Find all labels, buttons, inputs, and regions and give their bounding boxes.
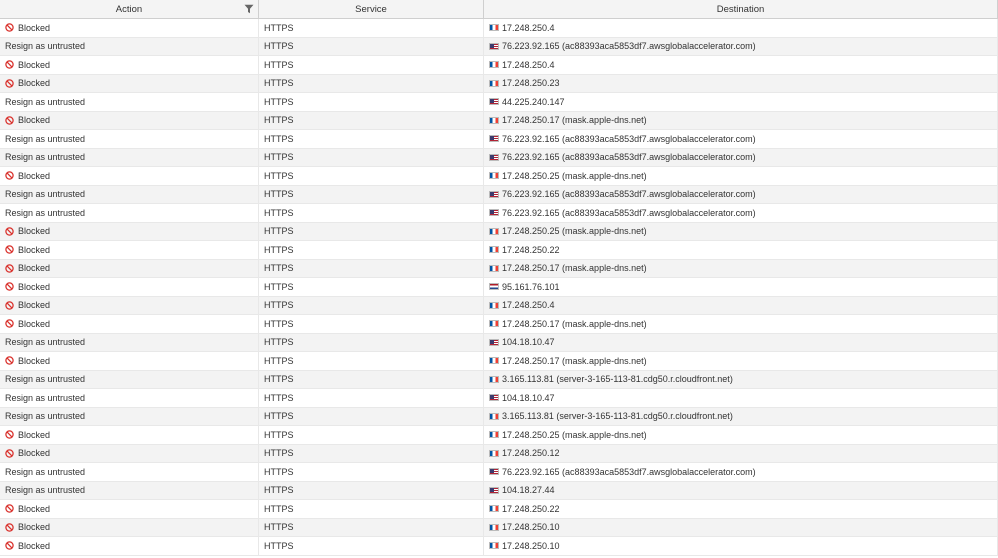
- table-row[interactable]: [0, 260, 998, 279]
- country-flag-fr-icon: [489, 246, 499, 253]
- cell-action: [0, 389, 259, 407]
- country-flag-fr-icon: [489, 302, 499, 309]
- destination-label[interactable]: 17.248.250.25 (mask.apple-dns.net): [502, 429, 647, 440]
- cell-action: [0, 315, 259, 333]
- country-flag-us-icon: [489, 339, 499, 346]
- column-header-action-label: Action: [115, 3, 143, 15]
- cell-destination: [484, 260, 998, 278]
- action-label: Blocked: [18, 522, 51, 533]
- cell-action: [0, 112, 259, 130]
- column-header-destination[interactable]: [484, 0, 998, 18]
- cell-service: [259, 112, 484, 130]
- column-header-service[interactable]: [259, 0, 484, 18]
- cell-service: [259, 75, 484, 93]
- cell-service: [259, 167, 484, 185]
- cell-destination: [484, 371, 998, 389]
- action-label: Blocked: [18, 355, 51, 366]
- cell-destination: [484, 389, 998, 407]
- table-row[interactable]: [0, 334, 998, 353]
- action-label: Resign as untrusted: [5, 207, 86, 218]
- cell-destination: [484, 56, 998, 74]
- table-row[interactable]: [0, 56, 998, 75]
- country-flag-fr-icon: [489, 376, 499, 383]
- cell-service: [259, 93, 484, 111]
- blocked-icon: [5, 79, 14, 88]
- destination-label[interactable]: 17.248.250.17 (mask.apple-dns.net): [502, 318, 647, 329]
- table-row[interactable]: [0, 75, 998, 94]
- cell-action: [0, 519, 259, 537]
- cell-action: [0, 93, 259, 111]
- blocked-icon: [5, 504, 14, 513]
- blocked-icon: [5, 23, 14, 32]
- cell-service: [259, 260, 484, 278]
- destination-label[interactable]: 3.165.113.81 (server-3-165-113-81.cdg50.r.cloudfront.net): [502, 411, 733, 422]
- action-label: Blocked: [18, 503, 51, 514]
- country-flag-us-icon: [489, 394, 499, 401]
- cell-service: [259, 389, 484, 407]
- destination-label[interactable]: 44.225.240.147: [502, 96, 565, 107]
- cell-action: [0, 278, 259, 296]
- cell-destination: [484, 315, 998, 333]
- service-label: HTTPS: [264, 448, 294, 459]
- country-flag-fr-icon: [489, 61, 499, 68]
- destination-label[interactable]: 17.248.250.4: [502, 300, 555, 311]
- table-row[interactable]: [0, 315, 998, 334]
- service-label: HTTPS: [264, 337, 294, 348]
- country-flag-us-icon: [489, 487, 499, 494]
- action-label: Resign as untrusted: [5, 485, 86, 496]
- service-label: HTTPS: [264, 152, 294, 163]
- cell-service: [259, 297, 484, 315]
- country-flag-fr-icon: [489, 117, 499, 124]
- cell-service: [259, 537, 484, 555]
- country-flag-fr-icon: [489, 542, 499, 549]
- cell-service: [259, 408, 484, 426]
- table-row[interactable]: [0, 38, 998, 57]
- cell-action: [0, 38, 259, 56]
- service-label: HTTPS: [264, 503, 294, 514]
- country-flag-fr-icon: [489, 413, 499, 420]
- cell-service: [259, 38, 484, 56]
- country-flag-us-icon: [489, 43, 499, 50]
- service-label: HTTPS: [264, 281, 294, 292]
- service-label: HTTPS: [264, 300, 294, 311]
- cell-action: [0, 408, 259, 426]
- destination-label[interactable]: 104.18.10.47: [502, 392, 555, 403]
- service-label: HTTPS: [264, 263, 294, 274]
- service-label: HTTPS: [264, 485, 294, 496]
- table-row[interactable]: [0, 463, 998, 482]
- cell-action: [0, 75, 259, 93]
- table-row[interactable]: [0, 167, 998, 186]
- service-label: HTTPS: [264, 466, 294, 477]
- cell-destination: [484, 186, 998, 204]
- destination-label[interactable]: 3.165.113.81 (server-3-165-113-81.cdg50.r.cloudfront.net): [502, 374, 733, 385]
- table-row[interactable]: [0, 389, 998, 408]
- destination-label[interactable]: 17.248.250.4: [502, 22, 555, 33]
- cell-destination: [484, 112, 998, 130]
- table-row[interactable]: [0, 519, 998, 538]
- action-label: Blocked: [18, 318, 51, 329]
- table-row[interactable]: [0, 426, 998, 445]
- table-row[interactable]: [0, 223, 998, 242]
- cell-service: [259, 519, 484, 537]
- country-flag-fr-icon: [489, 80, 499, 87]
- service-label: HTTPS: [264, 522, 294, 533]
- blocked-icon: [5, 356, 14, 365]
- table-header: [0, 0, 998, 19]
- blocked-icon: [5, 523, 14, 532]
- service-label: HTTPS: [264, 96, 294, 107]
- destination-label[interactable]: 17.248.250.12: [502, 448, 560, 459]
- table-row[interactable]: [0, 130, 998, 149]
- blocked-icon: [5, 282, 14, 291]
- cell-destination: [484, 278, 998, 296]
- table-row[interactable]: [0, 352, 998, 371]
- blocked-icon: [5, 245, 14, 254]
- action-label: Resign as untrusted: [5, 133, 86, 144]
- action-label: Resign as untrusted: [5, 337, 86, 348]
- country-flag-fr-icon: [489, 524, 499, 531]
- destination-label[interactable]: 76.223.92.165 (ac88393aca5853df7.awsglobalaccelerator.com): [502, 189, 756, 200]
- cell-destination: [484, 19, 998, 37]
- action-label: Blocked: [18, 540, 51, 551]
- cell-destination: [484, 75, 998, 93]
- table-row[interactable]: [0, 241, 998, 260]
- cell-action: [0, 352, 259, 370]
- service-label: HTTPS: [264, 22, 294, 33]
- destination-label[interactable]: 76.223.92.165 (ac88393aca5853df7.awsglobalaccelerator.com): [502, 133, 756, 144]
- destination-label[interactable]: 17.248.250.25 (mask.apple-dns.net): [502, 170, 647, 181]
- cell-service: [259, 445, 484, 463]
- cell-destination: [484, 241, 998, 259]
- table-row[interactable]: [0, 112, 998, 131]
- cell-service: [259, 315, 484, 333]
- service-label: HTTPS: [264, 244, 294, 255]
- cell-service: [259, 19, 484, 37]
- destination-label[interactable]: 17.248.250.22: [502, 244, 560, 255]
- action-label: Resign as untrusted: [5, 374, 86, 385]
- action-label: Blocked: [18, 170, 51, 181]
- table-row[interactable]: [0, 149, 998, 168]
- country-flag-nl-icon: [489, 283, 499, 290]
- table-row[interactable]: [0, 537, 998, 556]
- service-label: HTTPS: [264, 189, 294, 200]
- blocked-icon: [5, 227, 14, 236]
- table-row[interactable]: [0, 278, 998, 297]
- cell-service: [259, 204, 484, 222]
- cell-service: [259, 241, 484, 259]
- blocked-icon: [5, 264, 14, 273]
- blocked-icon: [5, 319, 14, 328]
- cell-action: [0, 463, 259, 481]
- service-label: HTTPS: [264, 207, 294, 218]
- destination-label[interactable]: 17.248.250.10: [502, 540, 560, 551]
- country-flag-fr-icon: [489, 24, 499, 31]
- cell-action: [0, 334, 259, 352]
- column-header-action[interactable]: [0, 0, 259, 18]
- country-flag-us-icon: [489, 468, 499, 475]
- cell-action: [0, 149, 259, 167]
- cell-action: [0, 260, 259, 278]
- column-header-destination-label: Destination: [716, 3, 765, 15]
- cell-destination: [484, 500, 998, 518]
- service-label: HTTPS: [264, 170, 294, 181]
- cell-destination: [484, 204, 998, 222]
- cell-service: [259, 186, 484, 204]
- action-label: Blocked: [18, 429, 51, 440]
- action-label: Blocked: [18, 244, 51, 255]
- destination-label[interactable]: 17.248.250.25 (mask.apple-dns.net): [502, 226, 647, 237]
- action-label: Resign as untrusted: [5, 392, 86, 403]
- country-flag-fr-icon: [489, 505, 499, 512]
- table-row[interactable]: [0, 93, 998, 112]
- blocked-icon: [5, 301, 14, 310]
- destination-label[interactable]: 76.223.92.165 (ac88393aca5853df7.awsglobalaccelerator.com): [502, 152, 756, 163]
- country-flag-fr-icon: [489, 357, 499, 364]
- country-flag-fr-icon: [489, 320, 499, 327]
- service-label: HTTPS: [264, 78, 294, 89]
- action-label: Resign as untrusted: [5, 466, 86, 477]
- destination-label[interactable]: 17.248.250.22: [502, 503, 560, 514]
- country-flag-fr-icon: [489, 265, 499, 272]
- cell-destination: [484, 334, 998, 352]
- service-label: HTTPS: [264, 392, 294, 403]
- country-flag-fr-icon: [489, 172, 499, 179]
- action-label: Blocked: [18, 115, 51, 126]
- table-row[interactable]: [0, 204, 998, 223]
- cell-service: [259, 334, 484, 352]
- destination-label[interactable]: 17.248.250.10: [502, 522, 560, 533]
- table-row[interactable]: [0, 297, 998, 316]
- blocked-icon: [5, 541, 14, 550]
- country-flag-us-icon: [489, 209, 499, 216]
- blocked-icon: [5, 449, 14, 458]
- cell-service: [259, 500, 484, 518]
- table-row[interactable]: [0, 482, 998, 501]
- cell-service: [259, 223, 484, 241]
- action-label: Blocked: [18, 281, 51, 292]
- cell-service: [259, 130, 484, 148]
- service-label: HTTPS: [264, 115, 294, 126]
- action-label: Blocked: [18, 78, 51, 89]
- cell-action: [0, 445, 259, 463]
- destination-label[interactable]: 17.248.250.17 (mask.apple-dns.net): [502, 355, 647, 366]
- action-label: Resign as untrusted: [5, 189, 86, 200]
- service-label: HTTPS: [264, 374, 294, 385]
- cell-action: [0, 167, 259, 185]
- cell-action: [0, 56, 259, 74]
- country-flag-fr-icon: [489, 431, 499, 438]
- cell-destination: [484, 167, 998, 185]
- cell-service: [259, 56, 484, 74]
- destination-label[interactable]: 76.223.92.165 (ac88393aca5853df7.awsglobalaccelerator.com): [502, 207, 756, 218]
- destination-label[interactable]: 104.18.27.44: [502, 485, 555, 496]
- service-label: HTTPS: [264, 540, 294, 551]
- cell-service: [259, 149, 484, 167]
- action-label: Resign as untrusted: [5, 96, 86, 107]
- blocked-icon: [5, 430, 14, 439]
- destination-label[interactable]: 17.248.250.17 (mask.apple-dns.net): [502, 115, 647, 126]
- cell-action: [0, 130, 259, 148]
- cell-destination: [484, 38, 998, 56]
- cell-service: [259, 371, 484, 389]
- country-flag-us-icon: [489, 154, 499, 161]
- cell-service: [259, 352, 484, 370]
- action-label: Blocked: [18, 226, 51, 237]
- cell-destination: [484, 223, 998, 241]
- cell-destination: [484, 445, 998, 463]
- country-flag-us-icon: [489, 135, 499, 142]
- cell-action: [0, 482, 259, 500]
- blocked-icon: [5, 60, 14, 69]
- cell-action: [0, 19, 259, 37]
- cell-destination: [484, 352, 998, 370]
- service-label: HTTPS: [264, 59, 294, 70]
- cell-service: [259, 426, 484, 444]
- blocked-icon: [5, 171, 14, 180]
- cell-action: [0, 241, 259, 259]
- destination-label[interactable]: 17.248.250.17 (mask.apple-dns.net): [502, 263, 647, 274]
- column-header-service-label: Service: [355, 3, 387, 15]
- country-flag-us-icon: [489, 191, 499, 198]
- action-label: Blocked: [18, 448, 51, 459]
- destination-label[interactable]: 17.248.250.4: [502, 59, 555, 70]
- action-label: Resign as untrusted: [5, 41, 86, 52]
- cell-service: [259, 463, 484, 481]
- action-label: Blocked: [18, 22, 51, 33]
- cell-destination: [484, 519, 998, 537]
- blocked-icon: [5, 116, 14, 125]
- cell-destination: [484, 130, 998, 148]
- cell-action: [0, 537, 259, 555]
- cell-destination: [484, 537, 998, 555]
- cell-service: [259, 482, 484, 500]
- country-flag-us-icon: [489, 98, 499, 105]
- cell-destination: [484, 463, 998, 481]
- action-label: Blocked: [18, 263, 51, 274]
- cell-action: [0, 426, 259, 444]
- cell-action: [0, 297, 259, 315]
- action-label: Blocked: [18, 300, 51, 311]
- service-label: HTTPS: [264, 429, 294, 440]
- table-row[interactable]: [0, 371, 998, 390]
- destination-label[interactable]: 104.18.10.47: [502, 337, 555, 348]
- cell-service: [259, 278, 484, 296]
- action-label: Blocked: [18, 59, 51, 70]
- cell-destination: [484, 426, 998, 444]
- cell-action: [0, 500, 259, 518]
- table-body: [0, 19, 998, 556]
- destination-label[interactable]: 76.223.92.165 (ac88393aca5853df7.awsglobalaccelerator.com): [502, 41, 756, 52]
- cell-action: [0, 371, 259, 389]
- table-row[interactable]: [0, 186, 998, 205]
- service-label: HTTPS: [264, 226, 294, 237]
- table-row[interactable]: [0, 19, 998, 38]
- cell-destination: [484, 149, 998, 167]
- service-label: HTTPS: [264, 133, 294, 144]
- filter-icon[interactable]: [244, 4, 254, 14]
- action-label: Resign as untrusted: [5, 152, 86, 163]
- destination-label[interactable]: 76.223.92.165 (ac88393aca5853df7.awsglobalaccelerator.com): [502, 466, 756, 477]
- cell-action: [0, 204, 259, 222]
- table-row[interactable]: [0, 445, 998, 464]
- cell-action: [0, 186, 259, 204]
- service-label: HTTPS: [264, 318, 294, 329]
- table-row[interactable]: [0, 500, 998, 519]
- country-flag-fr-icon: [489, 450, 499, 457]
- table-row[interactable]: [0, 408, 998, 427]
- cell-destination: [484, 93, 998, 111]
- cell-destination: [484, 297, 998, 315]
- cell-destination: [484, 408, 998, 426]
- service-label: HTTPS: [264, 355, 294, 366]
- country-flag-fr-icon: [489, 228, 499, 235]
- action-label: Resign as untrusted: [5, 411, 86, 422]
- destination-label[interactable]: 17.248.250.23: [502, 78, 560, 89]
- cell-destination: [484, 482, 998, 500]
- service-label: HTTPS: [264, 41, 294, 52]
- cell-action: [0, 223, 259, 241]
- service-label: HTTPS: [264, 411, 294, 422]
- destination-label[interactable]: 95.161.76.101: [502, 281, 560, 292]
